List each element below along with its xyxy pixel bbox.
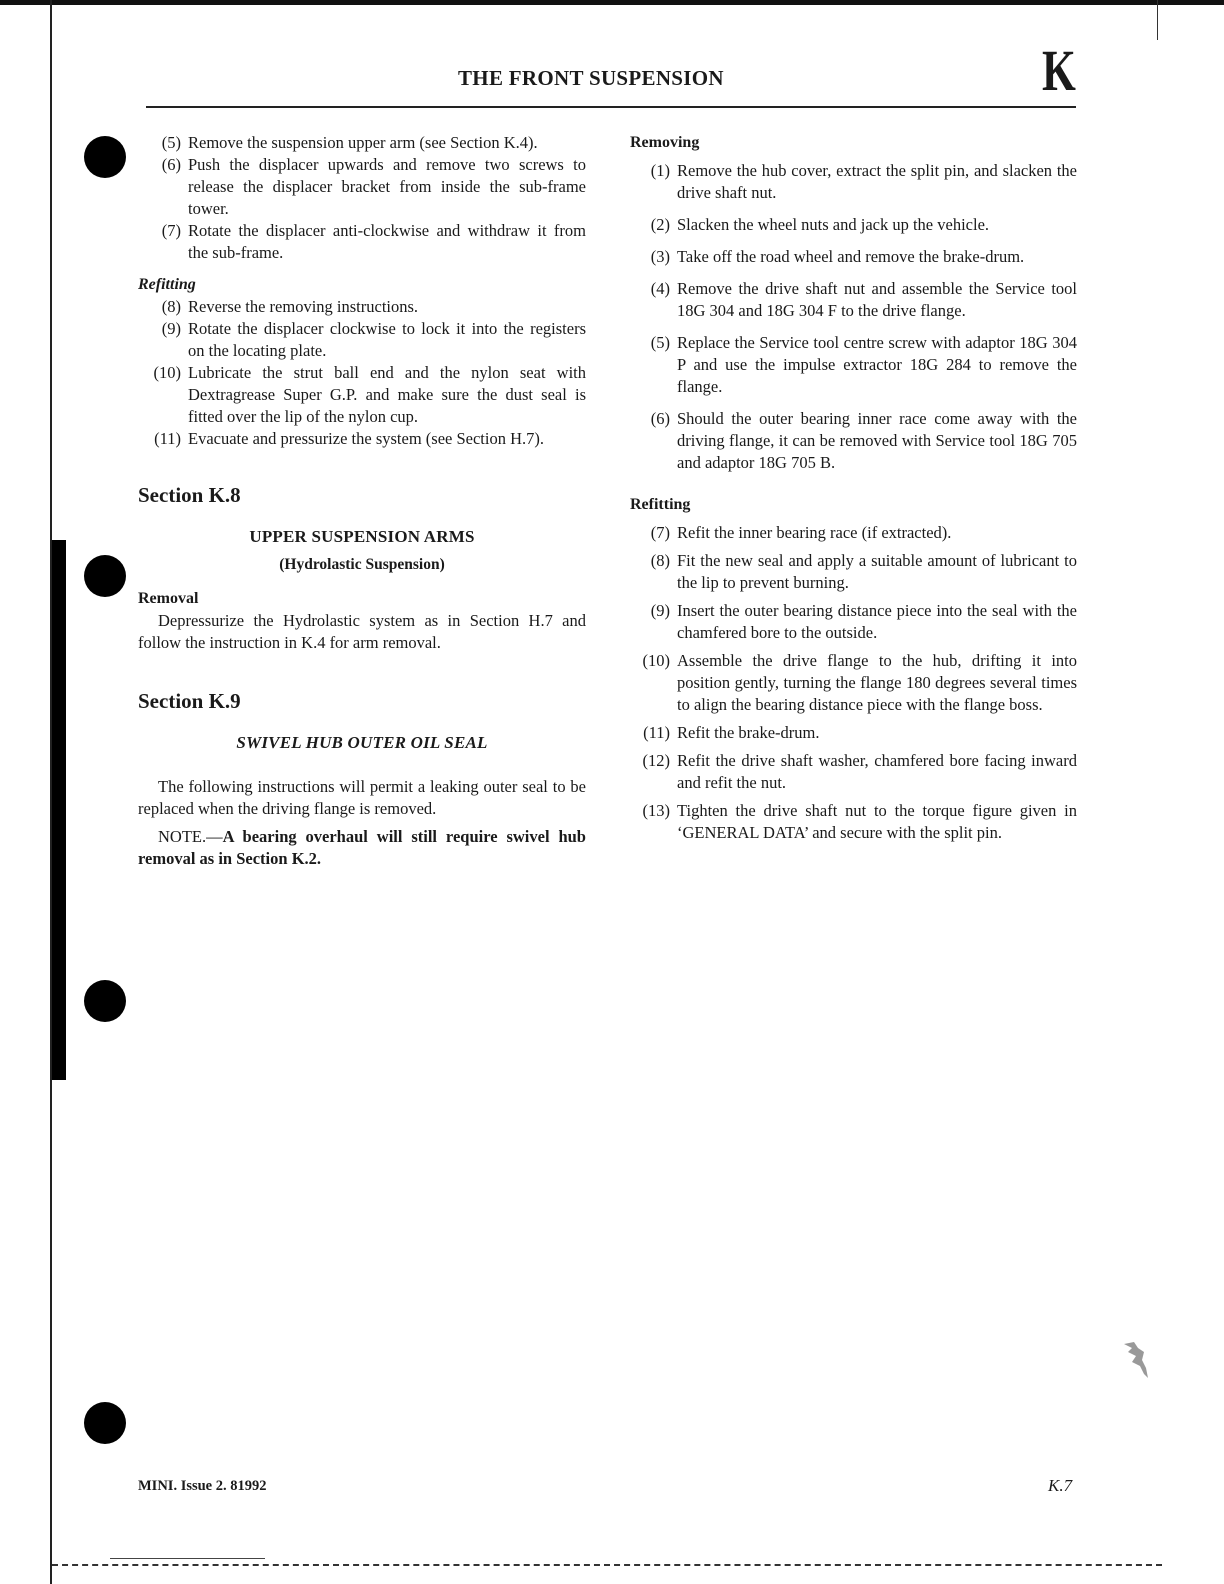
step-text: Refit the brake-drum. [677, 723, 820, 742]
note-text: A bearing overhaul will still require swivel hub removal as in Section K.2. [138, 827, 586, 868]
list-item [138, 362, 586, 428]
scan-edge-top [0, 0, 1224, 5]
list-item [630, 246, 1077, 268]
step-number: (4) [650, 279, 670, 298]
step-number: (8) [650, 551, 670, 570]
removal-heading: Removal [138, 590, 199, 607]
list-item [138, 428, 586, 450]
step-text: Slacken the wheel nuts and jack up the vehicle. [677, 215, 990, 234]
step-text: Refit the drive shaft washer, chamfered bore facing inward and refit the nut. [677, 751, 1077, 792]
punch-hole-1 [84, 136, 126, 178]
step-number: (11) [154, 429, 181, 448]
step-text: Should the outer bearing inner race come away with the driving flange, it can be removed with Service tool 18G 705 and adaptor 18G 705 B. [677, 409, 1077, 472]
step-number: (8) [161, 297, 181, 316]
section-k9-heading: SWIVEL HUB OUTER OIL SEAL [236, 733, 488, 752]
step-number: (6) [650, 409, 670, 428]
list-item [630, 750, 1077, 794]
right-column [630, 132, 1077, 844]
list-item [630, 278, 1077, 322]
list-item [630, 722, 1077, 744]
step-number: (10) [153, 363, 181, 382]
step-number: (12) [642, 751, 670, 770]
step-text: Reverse the removing instructions. [188, 297, 419, 316]
step-number: (10) [642, 651, 670, 670]
punch-hole-2 [84, 555, 126, 597]
step-number: (9) [161, 319, 181, 338]
step-text: Push the displacer upwards and remove two screws to release the displacer bracket from inside the sub-frame tower. [188, 155, 586, 218]
list-item [630, 522, 1077, 544]
section-k9-note [138, 826, 586, 870]
step-text: Remove the drive shaft nut and assemble the Service tool 18G 304 and 18G 304 F to the drive flange. [677, 279, 1077, 320]
step-number: (7) [161, 221, 181, 240]
list-item [630, 550, 1077, 594]
list-item [138, 154, 586, 220]
binding-bar [52, 540, 66, 1080]
step-text: Take off the road wheel and remove the brake-drum. [677, 247, 1025, 266]
list-item [630, 800, 1077, 844]
scan-edge-right [1157, 0, 1158, 40]
list-item [630, 160, 1077, 204]
removal-text: Depressurize the Hydrolastic system as in Section H.7 and follow the instruction in K.4 for arm removal. [138, 611, 586, 652]
step-text: Tighten the drive shaft nut to the torque figure given in ‘GENERAL DATA’ and secure with the split pin. [677, 801, 1077, 842]
list-item [138, 132, 586, 154]
step-text: Lubricate the strut ball end and the nylon seat with Dextragrease Super G.P. and make sure the dust seal is fitted over the lip of the nylon cup. [188, 363, 586, 426]
step-number: (5) [650, 333, 670, 352]
note-prefix: NOTE.— [158, 827, 223, 846]
list-item [138, 220, 586, 264]
section-k8-heading: UPPER SUSPENSION ARMS [249, 527, 475, 546]
removing-steps-continued [138, 132, 586, 264]
step-number: (11) [643, 723, 670, 742]
step-number: (1) [650, 161, 670, 180]
list-item [630, 650, 1077, 716]
refitting-steps [630, 522, 1077, 844]
step-number: (13) [642, 801, 670, 820]
step-text: Assemble the drive flange to the hub, drifting it into position gently, turning the flange 180 degrees several times to align the bearing distance piece with the flange boss. [677, 651, 1077, 714]
step-text: Fit the new seal and apply a suitable amount of lubricant to the lip to prevent burning. [677, 551, 1077, 592]
removing-steps [630, 160, 1077, 474]
step-text: Insert the outer bearing distance piece into the seal with the chamfered bore to the outside. [677, 601, 1077, 642]
list-item [630, 600, 1077, 644]
step-number: (7) [650, 523, 670, 542]
step-text: Evacuate and pressurize the system (see Section H.7). [188, 429, 544, 448]
punch-hole-3 [84, 980, 126, 1022]
step-text: Remove the hub cover, extract the split pin, and slacken the drive shaft nut. [677, 161, 1077, 202]
page-number: K.7 [1048, 1476, 1073, 1495]
section-k9-intro: The following instructions will permit a leaking outer seal to be replaced when the driving flange is removed. [138, 777, 586, 818]
list-item [138, 296, 586, 318]
section-k8-subheading: (Hydrolastic Suspension) [279, 556, 445, 573]
punch-hole-4 [84, 1402, 126, 1444]
step-number: (2) [650, 215, 670, 234]
footer-publication: MINI. Issue 2. 81992 [138, 1478, 267, 1494]
step-number: (5) [161, 133, 181, 152]
list-item [138, 318, 586, 362]
step-text: Rotate the displacer clockwise to lock it into the registers on the locating plate. [188, 319, 586, 360]
refitting-heading: Refitting [138, 276, 196, 293]
list-item [630, 408, 1077, 474]
scan-edge-bottom-line [110, 1558, 265, 1559]
list-item [630, 214, 1077, 236]
left-column [138, 132, 586, 870]
step-text: Replace the Service tool centre screw with adaptor 18G 304 P and use the impulse extractor 18G 284 to remove the flange. [677, 333, 1077, 396]
scan-speck [1122, 1340, 1150, 1380]
list-item [630, 332, 1077, 398]
step-text: Refit the inner bearing race (if extracted). [677, 523, 952, 542]
section-letter: K [1042, 38, 1076, 103]
step-number: (9) [650, 601, 670, 620]
step-text: Remove the suspension upper arm (see Section K.4). [188, 133, 538, 152]
removing-heading: Removing [630, 134, 700, 151]
refitting-heading: Refitting [630, 496, 691, 513]
section-k9-title: Section K.9 [138, 689, 241, 713]
section-k8-title: Section K.8 [138, 483, 241, 507]
step-text: Rotate the displacer anti-clockwise and withdraw it from the sub-frame. [188, 221, 586, 262]
step-number: (6) [161, 155, 181, 174]
refitting-steps [138, 296, 586, 450]
header-rule [146, 106, 1076, 108]
page-header-title: THE FRONT SUSPENSION [458, 66, 724, 90]
scan-edge-bottom [52, 1564, 1162, 1566]
step-number: (3) [650, 247, 670, 266]
